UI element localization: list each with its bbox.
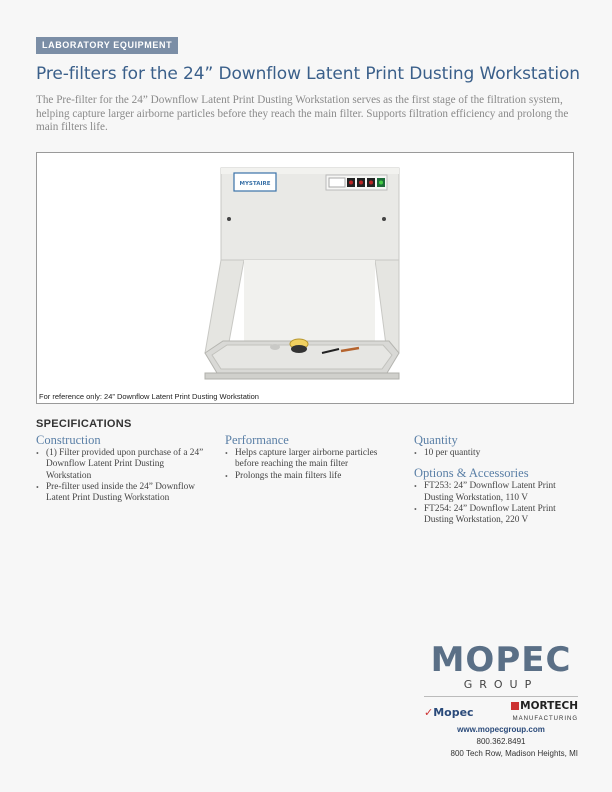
product-figure (36, 152, 574, 404)
divider (424, 696, 578, 697)
mopec-sub-logo: ✓Mopec (424, 705, 474, 719)
workstation-illustration (37, 153, 573, 403)
list-item: • Prolongs the main filters life (225, 471, 395, 482)
list-item: • (1) Filter provided upon purchase of a 24” Downflow Latent Print Dusting Workstation (36, 448, 206, 482)
phone-number: 800.362.8491 (476, 737, 526, 746)
list-item: • Helps capture larger airborne particles before reaching the main filter (225, 448, 395, 471)
group-label: GROUP (463, 678, 539, 691)
list-item: • FT254: 24” Downflow Latent Print Dusting Workstation, 220 V (414, 504, 584, 527)
intro-paragraph: The Pre-filter for the 24” Downflow Latent Print Dusting Workstation serves as the first stage of the filtration system, helping capture larger airborne particles before they reach the main filter. Supports filtration efficiency and prolong the main filters life. (36, 94, 569, 134)
quantity-list (414, 448, 584, 459)
website-link[interactable]: www.mopecgroup.com (457, 725, 545, 734)
specifications-heading: SPECIFICATIONS (36, 418, 132, 430)
brand-label: MYSTAIRE (239, 181, 271, 187)
construction-column (36, 432, 206, 504)
page-title: Pre-filters for the 24” Downflow Latent Print Dusting Workstation (36, 64, 580, 84)
options-list (414, 481, 584, 526)
list-item: • FT253: 24” Downflow Latent Print Dusting Workstation, 110 V (414, 481, 584, 504)
figure-caption: For reference only: 24” Downflow Latent Print Dusting Workstation (39, 392, 259, 401)
performance-column (225, 432, 395, 482)
list-item: • 10 per quantity (414, 448, 584, 459)
footer-logo-block (424, 640, 578, 758)
list-item: • Pre-filter used inside the 24” Downflow Latent Print Dusting Workstation (36, 482, 206, 505)
category-tag: LABORATORY EQUIPMENT (36, 37, 178, 54)
mopec-logo: MOPEC (430, 640, 572, 680)
performance-list (225, 448, 395, 482)
sub-logos (424, 701, 578, 723)
performance-heading: Performance (225, 433, 289, 447)
address: 800 Tech Row, Madison Heights, MI (450, 749, 578, 758)
mortech-logo: MORTECH MANUFACTURING (512, 700, 578, 722)
construction-list (36, 448, 206, 504)
construction-heading: Construction (36, 433, 101, 447)
quantity-heading: Quantity (414, 433, 458, 447)
quantity-column (414, 432, 584, 526)
options-heading: Options & Accessories (414, 466, 529, 481)
